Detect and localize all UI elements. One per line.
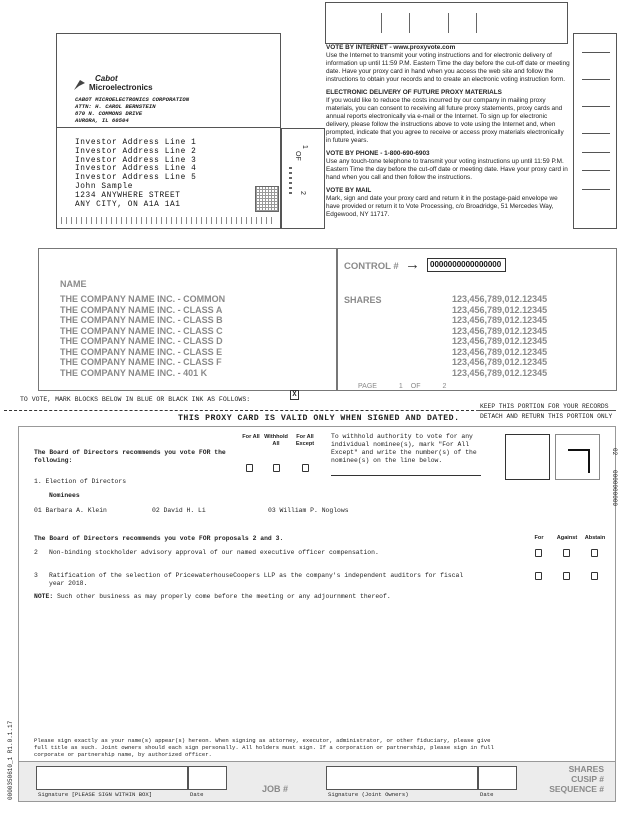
control-label: CONTROL # bbox=[344, 261, 399, 272]
company-logo bbox=[73, 74, 153, 96]
signature-label: Signature [PLEASE SIGN WITHIN BOX] bbox=[38, 791, 153, 798]
shares-panel bbox=[337, 248, 617, 391]
holding-name: THE COMPANY NAME INC. - CLASS B bbox=[60, 315, 223, 325]
proposal-2-for-checkbox[interactable] bbox=[535, 549, 542, 557]
detach-line bbox=[4, 410, 474, 411]
proposal-3-for-checkbox[interactable] bbox=[535, 572, 542, 580]
holding-shares: 123,456,789,012.12345 bbox=[452, 336, 548, 346]
col-for: For bbox=[534, 535, 544, 541]
holding-shares: 123,456,789,012.12345 bbox=[452, 357, 548, 367]
proposal-2-abstain-checkbox[interactable] bbox=[591, 549, 598, 557]
job-label: JOB # bbox=[262, 784, 289, 794]
proposal-2-number: 2 bbox=[34, 549, 38, 556]
date-label: Date bbox=[190, 791, 204, 798]
col-withhold-all: Withhold All bbox=[264, 434, 288, 447]
nominee-number-line[interactable] bbox=[331, 475, 481, 476]
holding-name: THE COMPANY NAME INC. - CLASS F bbox=[60, 357, 222, 367]
valid-notice: THIS PROXY CARD IS VALID ONLY WHEN SIGNED AND DATED. bbox=[178, 414, 460, 423]
sign-instructions: Please sign exactly as your name(s) appear(s) hereon. When signing as attorney, executor, administrator, or other fiduciary, please give full title as such. Joint owners should each sign personally. All holders must sign. If a corporation or partnership, please sign in full corporate or partnership name, by authorized officer. bbox=[34, 737, 494, 758]
for-all-except-checkbox[interactable] bbox=[302, 464, 309, 472]
side-barcode bbox=[289, 164, 292, 194]
holding-name: THE COMPANY NAME INC. - CLASS E bbox=[60, 346, 223, 357]
joint-signature-box[interactable] bbox=[326, 766, 478, 790]
sequence-label: SEQUENCE # bbox=[549, 784, 604, 794]
form-id: 0000350610_1 R1.0.1.17 bbox=[7, 720, 14, 800]
detach-portion-text: DETACH AND RETURN THIS PORTION ONLY bbox=[480, 413, 613, 420]
nominees-label: Nominees bbox=[49, 492, 80, 499]
scan-box bbox=[505, 434, 550, 480]
cusip-label: CUSIP # bbox=[571, 774, 604, 784]
logo-text-line-2: Microelectronics bbox=[89, 83, 153, 92]
voting-methods bbox=[326, 44, 570, 219]
mark-instructions: TO VOTE, MARK BLOCKS BELOW IN BLUE OR BLACK INK AS FOLLOWS: bbox=[20, 396, 251, 403]
page-side-c: 2 bbox=[299, 191, 306, 195]
side-code-1: 02 bbox=[611, 448, 618, 456]
postal-barcode bbox=[61, 217, 276, 224]
col-for-all-except: For All Except bbox=[295, 434, 315, 447]
side-code-2: 0000000000 bbox=[611, 470, 618, 507]
withhold-instructions: To withhold authority to vote for any individual nominee(s), mark "For All Except" and write the number(s) of the nominee(s) on the line below. bbox=[331, 433, 477, 464]
return-address: CABOT MICROELECTRONICS CORPORATION ATTN: H. CAROL BERNSTEIN 870 N. COMMONS DRIVE AURORA, IL 60504 bbox=[75, 96, 190, 124]
proposal-3-against-checkbox[interactable] bbox=[563, 572, 570, 580]
col-against: Against bbox=[556, 535, 578, 541]
page-side-strip bbox=[281, 128, 325, 229]
holdings-name-list bbox=[60, 294, 225, 378]
proposal-3-abstain-checkbox[interactable] bbox=[591, 572, 598, 580]
for-all-checkbox[interactable] bbox=[246, 464, 253, 472]
holding-name: THE COMPANY NAME INC. - CLASS C bbox=[60, 325, 223, 336]
holdings-shares-list bbox=[452, 294, 547, 378]
data-matrix-barcode bbox=[255, 186, 279, 212]
ballot-panel bbox=[18, 426, 616, 762]
holding-name: THE COMPANY NAME INC. - CLASS A bbox=[60, 304, 223, 315]
holdings-panel bbox=[38, 248, 337, 391]
strip-labels bbox=[540, 764, 604, 794]
registration-mark bbox=[555, 434, 600, 480]
withhold-all-checkbox[interactable] bbox=[273, 464, 280, 472]
signature-date-box[interactable] bbox=[188, 766, 227, 790]
page-side-b: OF bbox=[294, 151, 301, 161]
nominee-2: 02 David H. Li bbox=[152, 507, 206, 514]
vote-electronic-delivery: ELECTRONIC DELIVERY OF FUTURE PROXY MATERIALS If you would like to reduce the costs incurred by our company in mailing proxy materials, you can consent to receiving all future proxy statements, proxy cards and annual reports electronically via e-mail or the Internet. To sign up for electronic delivery, please follow the instructions above to vote using the Internet and, when prompted, indicate that you agree to receive or access proxy materials electronically in future years. bbox=[326, 89, 564, 144]
page-side-a: 1 bbox=[301, 145, 308, 149]
investor-address: Investor Address Line 1 Investor Address Line 2 Investor Address Line 3 Investor Address Line 4 Investor Address Line 5 John Sample 1234 ANYWHERE STREET ANY CITY, ON A1A 1A1 bbox=[75, 139, 197, 209]
board-recommend-2: The Board of Directors recommends you vote FOR proposals 2 and 3. bbox=[34, 535, 284, 542]
holding-shares: 123,456,789,012.12345 bbox=[452, 315, 548, 325]
col-abstain: Abstain bbox=[584, 535, 606, 541]
signature-box[interactable] bbox=[36, 766, 188, 790]
mark-example: X bbox=[290, 390, 299, 400]
joint-signature-label: Signature (Joint Owners) bbox=[328, 791, 409, 798]
voting-header-box bbox=[325, 2, 568, 44]
shares-strip-label: SHARES bbox=[568, 764, 604, 774]
joint-date-box[interactable] bbox=[478, 766, 517, 790]
proposal-3-text: Ratification of the selection of PricewaterhouseCoopers LLP as the company's independent auditors for fiscal year 2018. bbox=[49, 572, 464, 587]
nominee-3: 03 William P. Noglows bbox=[268, 507, 349, 514]
holding-name: THE COMPANY NAME INC. - 401 K bbox=[60, 367, 208, 378]
logo-swoosh-icon bbox=[73, 78, 87, 92]
holding-shares: 123,456,789,012.12345 bbox=[452, 346, 548, 357]
board-recommend-1: The Board of Directors recommends you vote FOR the following: bbox=[34, 449, 226, 464]
holding-shares: 123,456,789,012.12345 bbox=[452, 325, 548, 336]
keep-portion-text: KEEP THIS PORTION FOR YOUR RECORDS bbox=[480, 403, 609, 410]
shares-label: SHARES bbox=[344, 295, 382, 305]
holding-name: THE COMPANY NAME INC. - COMMON bbox=[60, 294, 226, 304]
name-label: NAME bbox=[60, 279, 87, 289]
holding-shares: 123,456,789,012.12345 bbox=[452, 294, 548, 304]
arrow-right-icon: → bbox=[405, 256, 420, 273]
investor-address-panel bbox=[56, 128, 281, 229]
holding-shares: 123,456,789,012.12345 bbox=[452, 304, 548, 315]
return-address-panel bbox=[56, 33, 281, 128]
control-number: 0000000000000000 bbox=[427, 258, 506, 272]
page-indicator: PAGE 1 OF 2 bbox=[358, 383, 447, 390]
joint-date-label: Date bbox=[480, 791, 494, 798]
right-margin-strip bbox=[573, 33, 617, 229]
keep-underline bbox=[476, 410, 616, 411]
proposal-2-against-checkbox[interactable] bbox=[563, 549, 570, 557]
vote-mail: VOTE BY MAIL Mark, sign and date your proxy card and return it in the postage-paid envelope we have provided or return it to Vote Processing, c/o Broadridge, 51 Mercedes Way, Edgewood, NY 11717. bbox=[326, 187, 558, 218]
nominee-1: 01 Barbara A. Klein bbox=[34, 507, 107, 514]
logo-text-line-1: Cabot bbox=[95, 74, 118, 83]
holding-name: THE COMPANY NAME INC. - CLASS D bbox=[60, 336, 223, 346]
proposal-3-number: 3 bbox=[34, 572, 38, 579]
proposal-2-text: Non-binding stockholder advisory approval of our named executive officer compensation. bbox=[49, 549, 379, 556]
col-for-all: For All bbox=[242, 434, 260, 440]
vote-phone: VOTE BY PHONE - 1-800-690-6903 Use any touch-tone telephone to transmit your voting instructions up until 11:59 P.M. Eastern Time the day before the cut-off date or meeting date. Have your proxy card in hand when you call and then follow the instructions. bbox=[326, 150, 568, 181]
vote-internet: VOTE BY INTERNET - www.proxyvote.com Use the Internet to transmit your voting instructions and for electronic delivery of information up until 11:59 P.M. Eastern Time the day before the cut-off date or meeting date. Have your proxy card in hand when you access the web site and follow the instructions to obtain your records and to create an electronic voting instruction form. bbox=[326, 44, 570, 83]
election-title: 1. Election of Directors bbox=[34, 478, 127, 485]
ballot-note: NOTE: Such other business as may properly come before the meeting or any adjournment thereof. bbox=[34, 593, 391, 600]
holding-shares: 123,456,789,012.12345 bbox=[452, 367, 548, 378]
